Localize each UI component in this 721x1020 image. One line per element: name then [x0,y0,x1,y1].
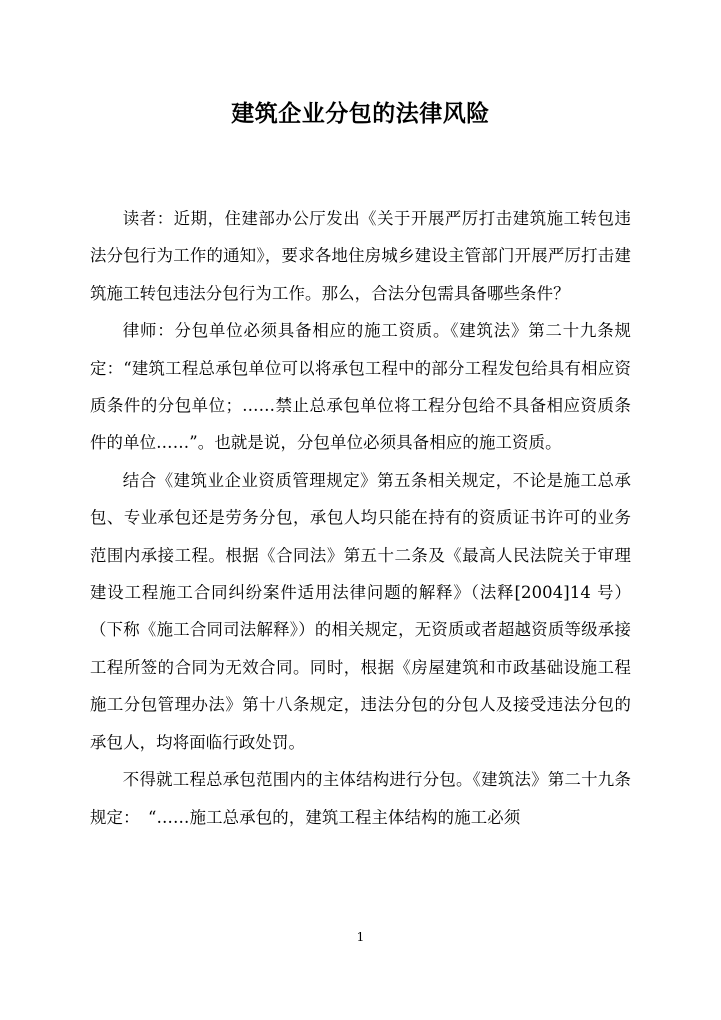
document-body [90,200,631,836]
page-number: 1 [356,930,365,944]
paragraph-reader-question: 读者：近期，住建部办公厅发出《关于开展严厉打击建筑施工转包违法分包行为工作的通知》，要求各地住房城乡建设主管部门开展严厉打击建筑施工转包违法分包行为工作。那么，合法分包需具备哪些条件？ [90,209,631,303]
paragraph-qualification-regulations: 结合《建筑业企业资质管理规定》第五条相关规定，不论是施工总承包、专业承包还是劳务分包，承包人均只能在持有的资质证书许可的业务范围内承接工程。根据《合同法》第五十二条及《最高人民法院关于审理建设工程施工合同纠纷案件适用法律问题的解释》（法释[2004]14 号）（下称《施工合同司法解释》）的相关规定，无资质或者超越资质等级承接工程所签的合同为无效合同。同时，根据《房屋建筑和市政基础设施工程施工分包管理办法》第十八条规定，违法分包的分包人及接受违法分包的承包人，均将面临行政处罚。 [90,470,631,752]
page-title: 建筑企业分包的法律风险 [231,100,490,128]
paragraph-main-structure-restriction: 不得就工程总承包范围内的主体结构进行分包。《建筑法》第二十九条规定： “……施工总承包的，建筑工程主体结构的施工必须 [90,770,631,827]
paragraph-lawyer-answer-qualification: 律师：分包单位必须具备相应的施工资质。《建筑法》第二十九条规定：“建筑工程总承包单位可以将承包工程中的部分工程发包给具有相应资质条件的分包单位；……禁止总承包单位将工程分包给不具备相应资质条件的单位……”。也就是说，分包单位必须具备相应的施工资质。 [90,321,631,453]
